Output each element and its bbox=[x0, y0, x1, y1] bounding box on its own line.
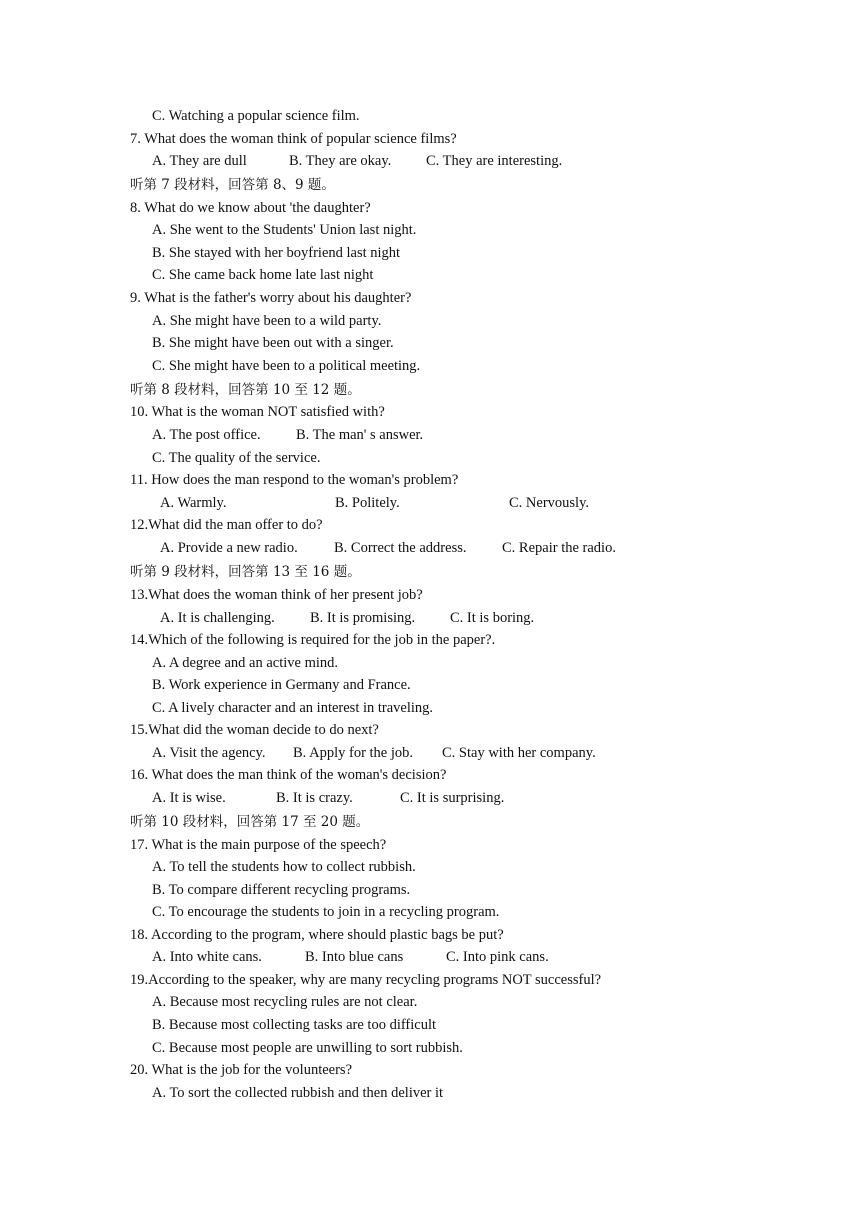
option-line: B. She stayed with her boyfriend last night bbox=[152, 245, 401, 261]
option-line: C. It is boring. bbox=[450, 610, 535, 626]
option-line: A. The post office. bbox=[152, 427, 261, 443]
section-heading: 听第 9 段材料，回答第 13 至 16 题。 bbox=[130, 564, 361, 580]
option-line: C. To encourage the students to join in a recycling program. bbox=[152, 904, 500, 920]
option-line: A. They are dull bbox=[152, 153, 247, 169]
option-line: C. She came back home late last night bbox=[152, 267, 374, 283]
option-line: C. She might have been to a political meeting. bbox=[152, 358, 421, 374]
option-line: C. Watching a popular science film. bbox=[152, 108, 360, 124]
question-line: 20. What is the job for the volunteers? bbox=[130, 1062, 353, 1078]
option-line: C. Nervously. bbox=[509, 495, 590, 511]
question-line: 13.What does the woman think of her present job? bbox=[130, 587, 423, 603]
option-line: C. A lively character and an interest in traveling. bbox=[152, 700, 434, 716]
question-line: 12.What did the man offer to do? bbox=[130, 517, 323, 533]
question-line: 9. What is the father's worry about his daughter? bbox=[130, 290, 412, 306]
option-line: A. To tell the students how to collect rubbish. bbox=[152, 859, 416, 875]
question-line: 8. What do we know about 'the daughter? bbox=[130, 200, 371, 216]
option-line: B. Work experience in Germany and France. bbox=[152, 677, 411, 693]
option-line: B. To compare different recycling programs. bbox=[152, 882, 411, 898]
option-line: C. Into pink cans. bbox=[446, 949, 549, 965]
question-line: 11. How does the man respond to the woman's problem? bbox=[130, 472, 459, 488]
question-line: 15.What did the woman decide to do next? bbox=[130, 722, 379, 738]
option-line: B. It is crazy. bbox=[276, 790, 353, 806]
option-line: A. She might have been to a wild party. bbox=[152, 313, 382, 329]
question-line: 18. According to the program, where should plastic bags be put? bbox=[130, 927, 504, 943]
question-line: 19.According to the speaker, why are many recycling programs NOT successful? bbox=[130, 972, 602, 988]
question-line: 17. What is the main purpose of the speech? bbox=[130, 837, 387, 853]
option-line: C. Because most people are unwilling to sort rubbish. bbox=[152, 1040, 463, 1056]
option-line: C. Stay with her company. bbox=[442, 745, 596, 761]
option-line: A. Provide a new radio. bbox=[160, 540, 298, 556]
question-line: 16. What does the man think of the woman's decision? bbox=[130, 767, 447, 783]
option-line: C. They are interesting. bbox=[426, 153, 563, 169]
question-line: 10. What is the woman NOT satisfied with? bbox=[130, 404, 385, 420]
option-line: B. Apply for the job. bbox=[293, 745, 414, 761]
option-line: C. It is surprising. bbox=[400, 790, 505, 806]
option-line: B. Politely. bbox=[335, 495, 400, 511]
option-line: A. She went to the Students' Union last night. bbox=[152, 222, 417, 238]
option-line: A. A degree and an active mind. bbox=[152, 655, 339, 671]
option-line: A. It is challenging. bbox=[160, 610, 275, 626]
option-line: B. Into blue cans bbox=[305, 949, 404, 965]
option-line: C. Repair the radio. bbox=[502, 540, 616, 556]
option-line: B. They are okay. bbox=[289, 153, 392, 169]
option-line: A. To sort the collected rubbish and then deliver it bbox=[152, 1085, 444, 1101]
option-line: B. Correct the address. bbox=[334, 540, 467, 556]
option-line: B. The man' s answer. bbox=[296, 427, 424, 443]
option-line: B. Because most collecting tasks are too difficult bbox=[152, 1017, 437, 1033]
question-line: 14.Which of the following is required for the job in the paper?. bbox=[130, 632, 496, 648]
option-line: B. She might have been out with a singer. bbox=[152, 335, 394, 351]
option-line: A. It is wise. bbox=[152, 790, 226, 806]
option-line: A. Visit the agency. bbox=[152, 745, 266, 761]
section-heading: 听第 10 段材料，回答第 17 至 20 题。 bbox=[130, 814, 370, 830]
option-line: A. Into white cans. bbox=[152, 949, 262, 965]
question-line: 7. What does the woman think of popular science films? bbox=[130, 131, 457, 147]
option-line: C. The quality of the service. bbox=[152, 450, 321, 466]
section-heading: 听第 7 段材料，回答第 8、9 题。 bbox=[130, 177, 335, 193]
option-line: A. Because most recycling rules are not clear. bbox=[152, 994, 418, 1010]
option-line: B. It is promising. bbox=[310, 610, 416, 626]
option-line: A. Warmly. bbox=[160, 495, 227, 511]
section-heading: 听第 8 段材料，回答第 10 至 12 题。 bbox=[130, 382, 361, 398]
